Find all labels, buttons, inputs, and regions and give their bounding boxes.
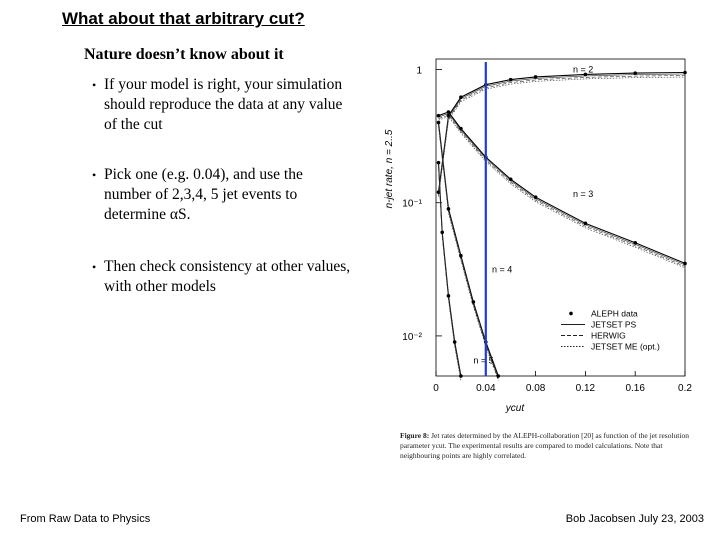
legend-label: HERWIG (591, 330, 626, 341)
x-tick-label: 0.04 (476, 383, 496, 394)
data-point (509, 78, 513, 82)
jet-rate-chart (380, 44, 720, 434)
data-point (633, 241, 637, 245)
x-tick-label: 0 (433, 383, 439, 394)
curve-label: n = 3 (572, 189, 594, 200)
x-tick-label: 0.2 (678, 383, 692, 394)
data-point (633, 71, 637, 75)
footer-course: From Raw Data to Physics (20, 513, 151, 525)
model-line (439, 76, 686, 196)
figure-caption (400, 431, 690, 461)
data-point (447, 207, 451, 211)
bullet-icon: • (92, 78, 97, 92)
data-point (447, 110, 451, 114)
data-point (534, 195, 538, 199)
y-tick-label: 1 (416, 65, 422, 77)
data-point (440, 230, 444, 234)
subheading: Nature doesn’t know about it (84, 46, 284, 63)
jet-rate-figure (380, 44, 720, 464)
data-point (459, 95, 463, 99)
series-line (439, 112, 686, 263)
bullet-icon: • (92, 168, 97, 182)
model-line (439, 167, 461, 380)
model-line (439, 77, 686, 200)
model-line (439, 74, 686, 194)
legend-label: JETSET ME (opt.) (591, 341, 660, 352)
series-line (439, 73, 686, 193)
data-point (437, 114, 441, 118)
model-line (439, 127, 499, 381)
series-line (439, 163, 461, 376)
x-tick-label: 0.08 (525, 383, 546, 394)
x-axis-label: ycut (505, 403, 525, 414)
data-point (459, 254, 463, 258)
data-point (459, 374, 463, 378)
curve-label: n = 5 (473, 355, 494, 366)
caption-text: Jet rates determined by the ALEPH-collaboration [20] as function of the jet resolution parameter ycut. The experimental results are compared to model calculations. Note that neighbouring points are highly correlated. (400, 431, 689, 460)
plot-frame (436, 59, 685, 376)
bullet-item (92, 75, 354, 135)
bullet-text: Pick one (e.g. 0.04), and use the number of 2,3,4, 5 jet events to determine αS. (104, 166, 303, 223)
caption-label: Figure 8: (400, 431, 430, 440)
y-tick-label: 10⁻¹ (402, 198, 422, 210)
bullet-item (92, 165, 354, 225)
bullet-item (92, 257, 354, 297)
data-point (447, 294, 451, 298)
model-line (439, 164, 461, 377)
bullet-text: Then check consistency at other values, with other models (104, 258, 351, 295)
y-tick-label: 10⁻² (402, 331, 422, 343)
data-point (496, 374, 500, 378)
data-point (453, 340, 457, 344)
slide-title: What about that arbitrary cut? (62, 9, 305, 28)
data-point (437, 121, 441, 125)
model-line (439, 114, 686, 265)
curve-label: n = 4 (492, 264, 513, 275)
y-axis-label: n-jet rate, n = 2..5 (384, 129, 395, 209)
bullet-icon: • (92, 260, 97, 274)
x-tick-label: 0.12 (575, 383, 596, 394)
data-point (459, 127, 463, 131)
footer-author-date: Bob Jacobsen July 23, 2003 (565, 513, 704, 525)
legend-label: ALEPH data (591, 308, 638, 319)
bullet-text: If your model is right, your simulation should reproduce the data at any value of the cut (104, 76, 343, 133)
legend-label: JETSET PS (591, 319, 637, 330)
data-point (509, 177, 513, 181)
data-point (584, 222, 588, 226)
data-point (534, 75, 538, 79)
model-line (439, 117, 686, 268)
data-point (683, 71, 687, 75)
data-point (472, 300, 476, 304)
data-point (683, 262, 687, 266)
model-line (439, 166, 461, 379)
legend-marker (569, 312, 573, 316)
data-point (437, 161, 441, 165)
x-tick-label: 0.16 (625, 383, 645, 394)
model-line (439, 115, 686, 266)
curve-label: n = 2 (572, 64, 594, 75)
